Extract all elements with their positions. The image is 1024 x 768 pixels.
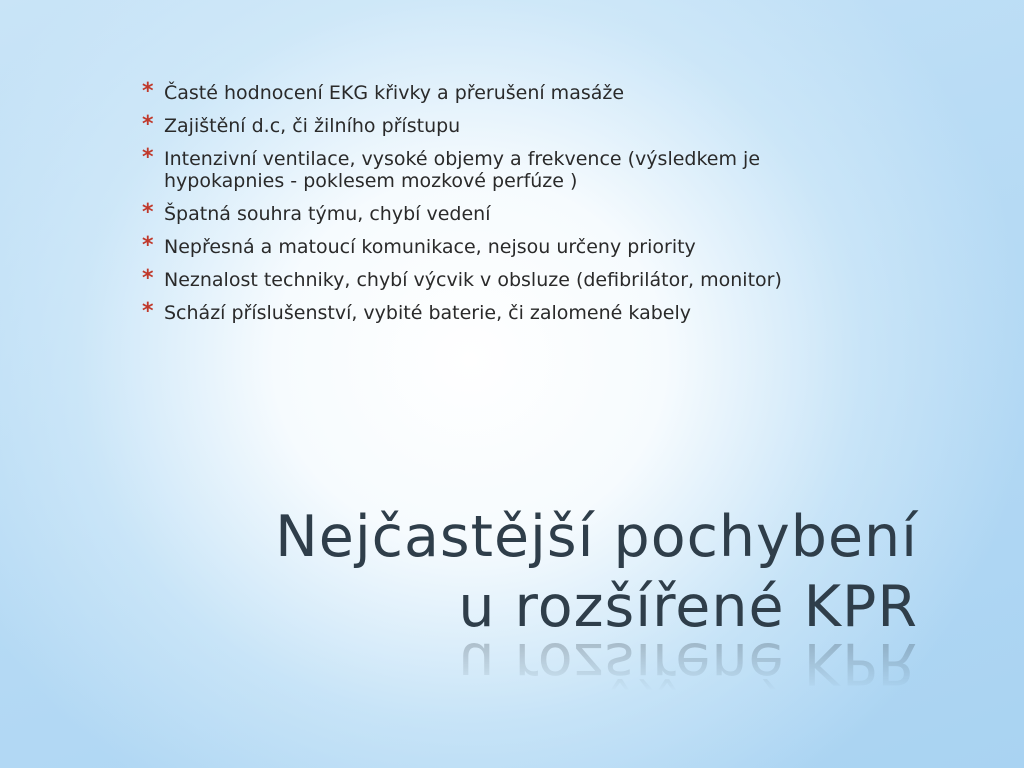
bullet-text: Nepřesná a matoucí komunikace, nejsou určeny priority [164,236,696,258]
bullet-text: Neznalost techniky, chybí výcvik v obsluze (defibrilátor, monitor) [164,269,782,291]
asterisk-icon: * [142,145,154,170]
slide-title-line-1: Nejčastější pochybení [275,504,918,570]
bullet-text: Časté hodnocení EKG křivky a přerušení masáže [164,82,625,104]
bullet-text: Špatná souhra týmu, chybí vedení [164,203,491,225]
asterisk-icon: * [142,79,154,104]
bullet-item [142,112,842,137]
bullet-item [142,299,842,324]
bullet-item [142,145,842,192]
asterisk-icon: * [142,266,154,291]
bullet-text: Intenzivní ventilace, vysoké objemy a frekvence (výsledkem je hypokapnies - poklesem mozkové perfúze ) [164,148,761,192]
asterisk-icon: * [142,200,154,225]
bullet-list [142,79,842,335]
asterisk-icon: * [142,112,154,137]
bullet-item [142,79,842,104]
bullet-text: Schází příslušenství, vybité baterie, či zalomené kabely [164,302,691,324]
asterisk-icon: * [142,299,154,324]
bullet-item [142,266,842,291]
slide-title-line-2: u rozšířené KPR [458,574,918,640]
bullet-text: Zajištění d.c, či žilního přístupu [164,115,461,137]
bullet-item [142,200,842,225]
bullet-item [142,233,842,258]
slide-title [275,502,918,642]
asterisk-icon: * [142,233,154,258]
